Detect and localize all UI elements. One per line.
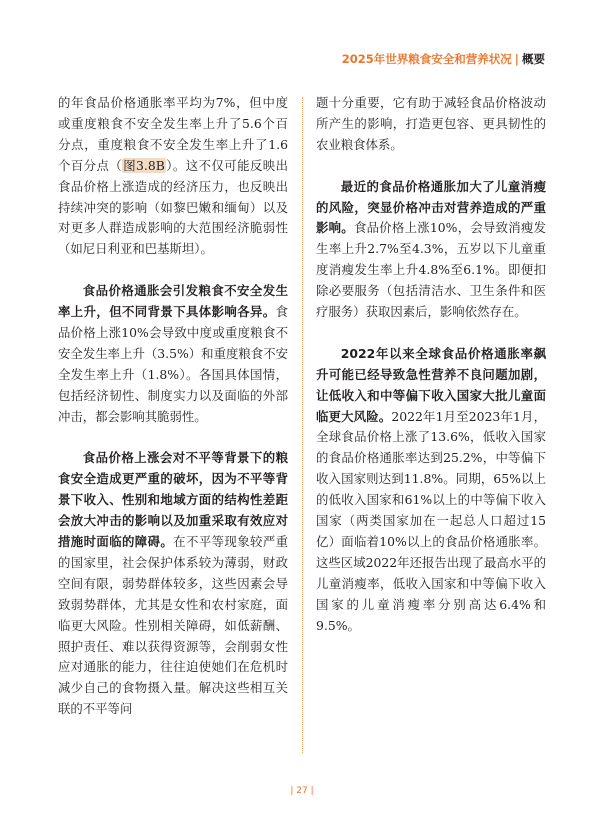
paragraph-body: 在不平等现象较严重的国家里，社会保护体系较为薄弱，财政空间有限，弱势群体较多，这些因素会导致弱势群体，尤其是女性和农村家庭，面临更大风险。性别相关障碍，如低薪酬、照护责任、难以获得资源等，会削弱女性应对通胀的能力，往往迫使她们在危机时减少自己的食物摄入量。解决这些相互关联的不平等问 [58, 534, 289, 717]
header-separator: | [514, 52, 519, 66]
report-title: 2025年世界粮食安全和营养状况 [341, 52, 512, 66]
figure-reference-link[interactable]: 图3.8B [123, 157, 165, 173]
paragraph-acute-malnutrition [316, 344, 546, 637]
paragraph-price-inflation [58, 281, 288, 427]
paragraph-text: 题十分重要，它有助于减轻食品价格波动所产生的影响，打造更包容、更具韧性的农业粮食体系。 [316, 95, 546, 152]
paragraph-continuation [316, 93, 546, 156]
paragraph-continuation [58, 93, 288, 260]
paragraph-body: 2022年1月至2023年1月，全球食品价格上涨了13.6%，低收入国家的食品价格通胀率达到25.2%，中等偏下收入国家则达到11.8%。同期，65%以上的低收入国家和61%以上的中等偏下收入国家（两类国家加在一起总人口超过15亿）面临着10%以上的食品价格通胀率。这些区域2022年还报告出现了最高水平的儿童消瘦率，低收入国家和中等偏下收入国家的儿童消瘦率分别高达6.4%和9.5%。 [316, 408, 547, 633]
right-column [316, 93, 546, 637]
paragraph-lead: 食品价格通胀会引发粮食不安全发生率上升，但不同背景下具体影响各异。 [58, 283, 288, 320]
paragraph-text: 的年食品价格通胀率平均为7%，但中度或重度粮食不安全发生率上升了5.6个百分点，重度粮食不安全发生率上升了1.6个百分点（ [58, 95, 288, 173]
section-label: 概要 [522, 52, 545, 66]
paragraph-child-wasting [316, 177, 546, 323]
paragraph-body: 食品价格上涨10%会导致中度或重度粮食不安全发生率上升（3.5%）和重度粮食不安全发生率上升（1.8%）。各国具体国情，包括经济韧性、制度实力以及面临的外部冲击，都会影响其脆弱性。 [58, 304, 288, 424]
column-divider [302, 97, 303, 753]
paragraph-text: ）。这不仅可能反映出食品价格上涨造成的经济压力，也反映出持续冲突的影响（如黎巴嫩和缅甸）以及对更多人群造成影响的大范围经济脆弱性（如尼日利亚和巴基斯坦）。 [58, 157, 289, 257]
running-header [342, 51, 545, 67]
page-number: | 27 | [290, 786, 314, 796]
paragraph-body: 食品价格上涨10%，会导致消瘦发生率上升2.7%至4.3%，五岁以下儿童重度消瘦发生率上升4.8%至6.1%。即便扣除必要服务（包括清洁水、卫生条件和医疗服务）获取因素后，影响依然存在。 [316, 220, 547, 320]
paragraph-inequality [58, 448, 288, 720]
paragraph-lead: 2022年以来全球食品价格通胀率飙升可能已经导致急性营养不良问题加剧，让低收入和中等偏下收入国家大批儿童面临更大风险。 [316, 345, 546, 424]
paragraph-lead: 最近的食品价格通胀加大了儿童消瘦的风险，突显价格冲击对营养造成的严重影响。 [316, 178, 546, 236]
left-column [58, 93, 288, 720]
paragraph-lead: 食品价格上涨会对不平等背景下的粮食安全造成更严重的破坏，因为不平等背景下收入、性别和地域方面的结构性差距会放大冲击的影响以及加重采取有效应对措施时面临的障碍。 [58, 450, 288, 549]
